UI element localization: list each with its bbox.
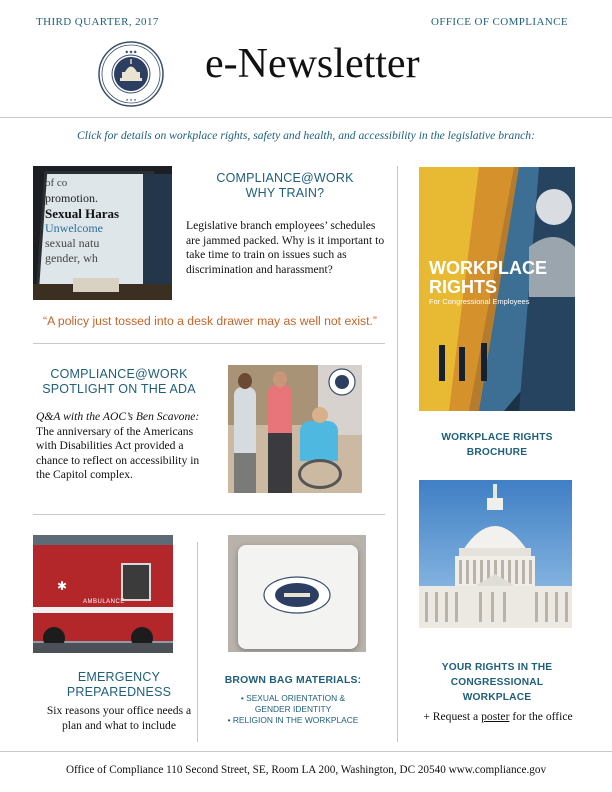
- capitol-dome-photo[interactable]: [419, 480, 572, 628]
- section-divider: [33, 343, 385, 344]
- emergency-preparedness-title[interactable]: [36, 670, 202, 700]
- your-rights-title[interactable]: [418, 660, 576, 705]
- brown-bag-link-religion[interactable]: • RELIGION IN THE WORKPLACE: [227, 715, 359, 725]
- office-name: OFFICE OF COMPLIANCE: [431, 16, 568, 28]
- workplace-rights-title-line: WORKPLACE RIGHTS: [441, 432, 553, 443]
- newsletter-title: e-Newsletter: [205, 41, 420, 87]
- screen-text: gender, wh: [45, 251, 98, 265]
- screen-text: Sexual Haras: [45, 206, 120, 221]
- your-rights-title-line: YOUR RIGHTS IN THE: [441, 662, 553, 673]
- ada-body: [36, 410, 216, 483]
- brown-bag-link-sexual-orientation[interactable]: • SEXUAL ORIENTATION &: [240, 693, 346, 703]
- ada-meeting-photo[interactable]: [228, 365, 362, 493]
- ambulance-photo[interactable]: [33, 535, 173, 653]
- why-train-body: Legislative branch employees’ schedules are jammed packed. Why is it important to take time to train on issues such as discrimination and harassment?: [186, 219, 385, 276]
- emergency-body: Six reasons your office needs a plan and what to include: [46, 704, 192, 732]
- your-rights-title-line: CONGRESSIONAL: [450, 677, 544, 688]
- workplace-rights-brochure-cover[interactable]: [419, 167, 575, 411]
- screen-text: sexual natu: [45, 236, 100, 250]
- seal-icon: [327, 367, 357, 397]
- column-divider: [397, 166, 398, 742]
- ada-spotlight-title[interactable]: [36, 367, 202, 397]
- workplace-rights-brochure-title[interactable]: [418, 430, 576, 460]
- why-train-title-line: WHY TRAIN?: [245, 186, 325, 200]
- capitol-illustration: [419, 480, 572, 628]
- poster-request-text: [400, 710, 596, 723]
- issue-date: THIRD QUARTER, 2017: [36, 16, 159, 28]
- training-screen-image[interactable]: [33, 166, 172, 300]
- why-train-title-line: COMPLIANCE@WORK: [216, 171, 354, 185]
- screen-text: promotion.: [45, 191, 98, 205]
- ada-lead: Q&A with the AOC’s Ben Scavone:: [36, 410, 200, 423]
- poster-request-suffix: for the office: [509, 710, 573, 723]
- brown-bag-materials-photo[interactable]: [228, 535, 366, 652]
- your-rights-title-line: WORKPLACE: [462, 692, 532, 703]
- footer-address: Office of Compliance 110 Second Street, SE, Room LA 200, Washington, DC 20540 www.compliance.gov: [65, 764, 547, 776]
- svg-text:◆ ◆ ◆: ◆ ◆ ◆: [125, 49, 137, 54]
- intro-link-text[interactable]: Click for details on workplace rights, safety and health, and accessibility in the legislative branch:: [77, 129, 535, 142]
- why-train-quote: “A policy just tossed into a desk drawer may as well not exist.”: [43, 314, 377, 328]
- workplace-rights-title-line: BROCHURE: [466, 447, 528, 458]
- brown-bag-link-sexual-orientation[interactable]: GENDER IDENTITY: [254, 704, 332, 714]
- cover-title-line: WORKPLACE: [429, 258, 547, 278]
- why-train-title[interactable]: [210, 171, 360, 201]
- emergency-title-line: PREPAREDNESS: [66, 685, 172, 699]
- brown-bag-title: BROWN BAG MATERIALS:: [224, 675, 362, 686]
- cover-title-line: RIGHTS: [429, 277, 498, 297]
- poster-link[interactable]: poster: [481, 710, 510, 723]
- ada-title-line: SPOTLIGHT ON THE ADA: [42, 382, 196, 396]
- emergency-title-line: EMERGENCY: [77, 670, 161, 684]
- header-divider: [0, 117, 612, 118]
- ada-body-text: The anniversary of the Americans with Disabilities Act provided a chance to reflect on accessibility in the Capitol complex.: [36, 424, 200, 481]
- star-of-life-icon: ✱: [57, 579, 68, 593]
- seal-icon: [262, 575, 332, 615]
- footer-divider: [0, 751, 612, 752]
- section-divider: [33, 514, 385, 515]
- screen-text: Unwelcome: [45, 221, 103, 235]
- brown-bag-list: [218, 693, 368, 726]
- office-of-compliance-seal: [98, 41, 164, 107]
- column-divider: [197, 542, 198, 742]
- screen-text: of co: [45, 177, 68, 189]
- ada-title-line: COMPLIANCE@WORK: [50, 367, 188, 381]
- poster-request-prefix: + Request a: [423, 710, 482, 723]
- svg-text:★ ★ ★: ★ ★ ★: [125, 98, 137, 102]
- cover-subtitle: For Congressional Employees: [429, 297, 530, 306]
- ambulance-label: AMBULANCE: [83, 599, 125, 605]
